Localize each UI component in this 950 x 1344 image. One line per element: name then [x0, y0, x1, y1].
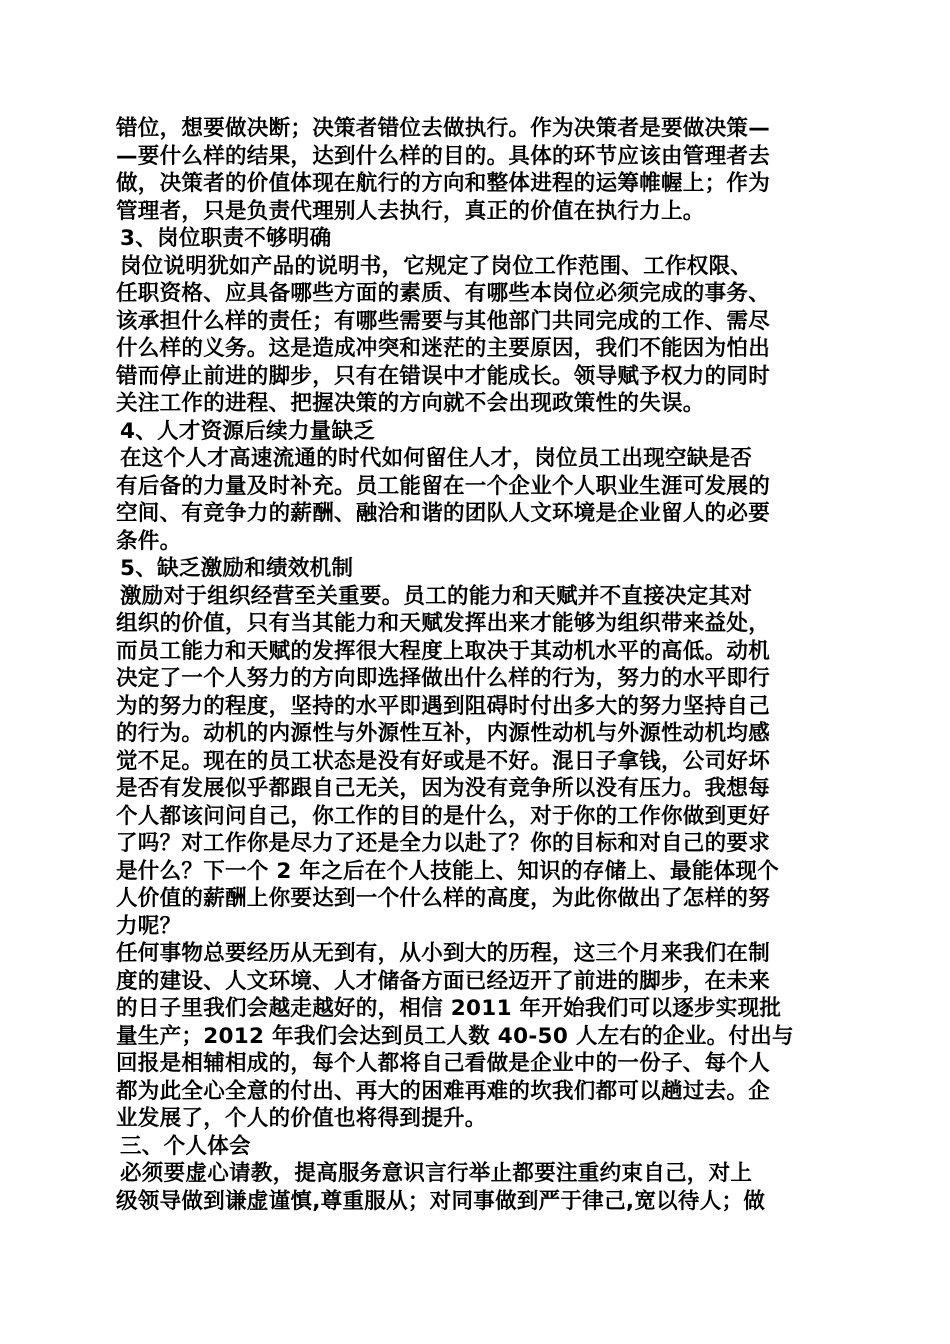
section-heading: 三、个人体会 [120, 1133, 251, 1159]
text-line: —要什么样的结果，达到什么样的目的。具体的环节应该由管理者去 [116, 143, 771, 169]
text-line: 而员工能力和天赋的发挥很大程度上取决于其动机水平的高低。动机 [116, 638, 771, 664]
text-line: 业发展了，个人的价值也将得到提升。 [116, 1106, 487, 1131]
text-line: 条件。 [116, 528, 182, 554]
text-line: 觉不足。现在的员工状态是没有好或是不好。混日子拿钱，公司好坏 [116, 748, 771, 774]
text-line: 做，决策者的价值体现在航行的方向和整体进程的运筹帷幄上；作为 [116, 171, 771, 196]
text-line: 组织的价值，只有当其能力和天赋发挥出来才能够为组织带来益处， [116, 611, 771, 636]
text-line: 任何事物总要经历从无到有，从小到大的历程，这三个月来我们在制 [116, 941, 771, 966]
text-line: 力呢？ [116, 913, 182, 939]
text-line: 在这个人才高速流通的时代如何留住人才，岗位员工出现空缺是否 [120, 446, 753, 471]
text-line: 空间、有竞争力的薪酬、融洽和谐的团队人文环境是企业留人的必要 [116, 501, 771, 526]
text-line: 个人都该问问自己，你工作的目的是什么，对于你的工作你做到更好 [116, 803, 771, 829]
text-line: 是什么？下一个 2 年之后在个人技能上、知识的存储上、最能体现个 [116, 858, 780, 884]
text-line: 岗位说明犹如产品的说明书，它规定了岗位工作范围、工作权限、 [120, 253, 753, 279]
text-line: 激励对于组织经营至关重要。员工的能力和天赋并不直接决定其对 [120, 583, 753, 609]
text-line: 度的建设、人文环境、人才储备方面已经迈开了前进的脚步，在未来 [116, 968, 771, 994]
section-heading: 3、岗位职责不够明确 [120, 226, 332, 251]
text-line: 是否有发展似乎都跟自己无关，因为没有竞争所以没有压力。我想每 [116, 776, 771, 801]
text-line: 什么样的义务。这是造成冲突和迷茫的主要原因，我们不能因为怕出 [116, 336, 771, 361]
text-line: 的行为。动机的内源性与外源性互补，内源性动机与外源性动机均感 [116, 721, 771, 746]
text-line: 级领导做到谦虚谨慎,尊重服从；对同事做到严于律己,宽以待人；做 [116, 1188, 766, 1214]
text-line: 该承担什么样的责任；有哪些需要与其他部门共同完成的工作、需尽 [116, 308, 771, 334]
text-line: 量生产；2012 年我们会达到员工人数 40-50 人左右的企业。付出与 [116, 1023, 794, 1049]
text-line: 人价值的薪酬上你要达到一个什么样的高度，为此你做出了怎样的努 [116, 886, 771, 911]
text-line: 错位，想要做决断；决策者错位去做执行。作为决策者是要做决策— [116, 116, 771, 141]
text-line: 关注工作的进程、把握决策的方向就不会出现政策性的失误。 [116, 391, 705, 416]
text-line: 任职资格、应具备哪些方面的素质、有哪些本岗位必须完成的事务、 [116, 281, 771, 306]
text-line: 决定了一个人努力的方向即选择做出什么样的行为，努力的水平即行 [116, 666, 771, 691]
text-line: 必须要虚心请教，提高服务意识言行举止都要注重约束自己，对上 [120, 1161, 753, 1186]
section-heading: 4、人才资源后续力量缺乏 [120, 418, 376, 444]
text-line: 有后备的力量及时补充。员工能留在一个企业个人职业生涯可发展的 [116, 473, 771, 499]
section-heading: 5、缺乏激励和绩效机制 [120, 556, 354, 581]
text-line: 的日子里我们会越走越好的，相信 2011 年开始我们可以逐步实现批 [116, 996, 782, 1021]
text-line: 错而停止前进的脚步，只有在错误中才能成长。领导赋予权力的同时 [116, 363, 771, 389]
text-line: 回报是相辅相成的，每个人都将自己看做是企业中的一份子、每个人 [116, 1051, 771, 1076]
text-line: 了吗？对工作你是尽力了还是全力以赴了？你的目标和对自己的要求 [116, 831, 771, 856]
text-line: 都为此全心全意的付出、再大的困难再难的坎我们都可以趟过去。企 [116, 1078, 771, 1104]
text-line: 为的努力的程度，坚持的水平即遇到阻碍时付出多大的努力坚持自己 [116, 693, 771, 719]
text-line: 管理者，只是负责代理别人去执行，真正的价值在执行力上。 [116, 198, 705, 224]
document-page [116, 115, 838, 1215]
